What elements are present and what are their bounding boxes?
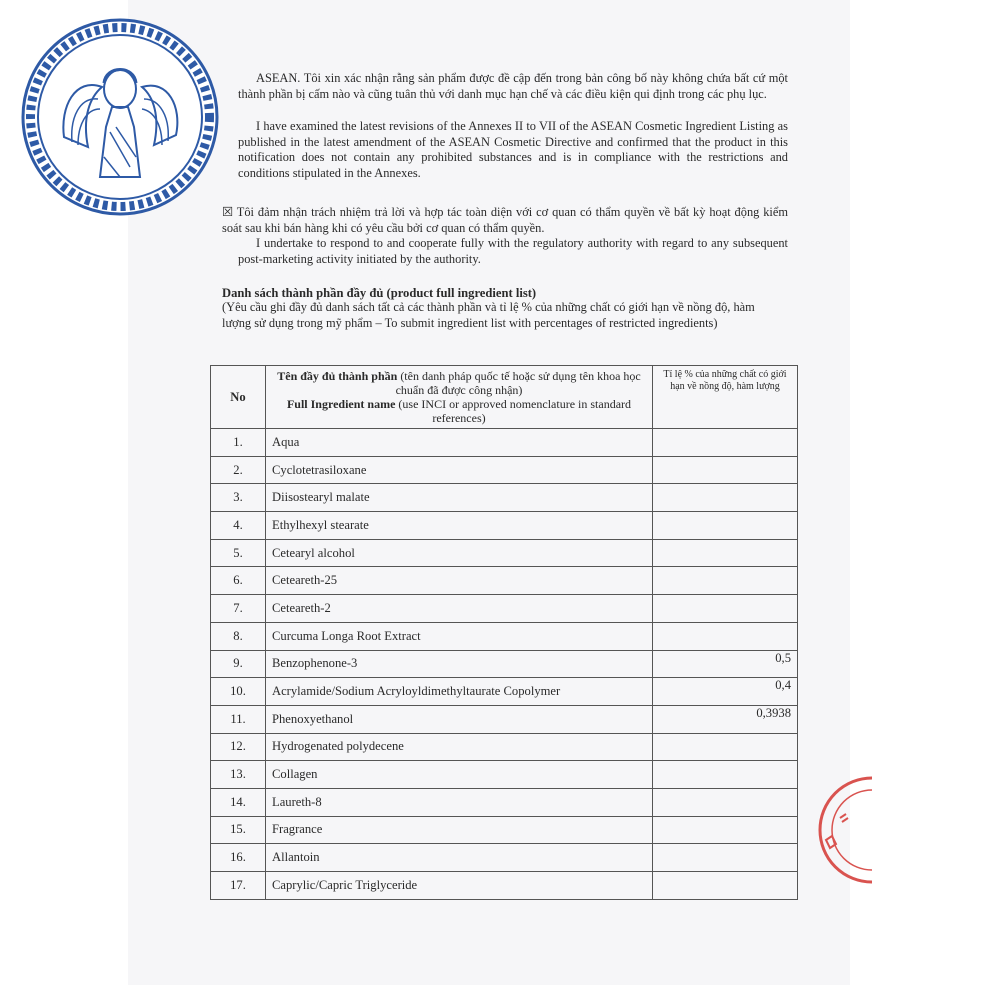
table-row xyxy=(211,872,798,900)
ingredient-name: Collagen xyxy=(266,761,653,789)
table-header-row xyxy=(211,366,798,429)
table-row xyxy=(211,429,798,457)
row-number: 16. xyxy=(211,844,266,872)
official-stamp-icon xyxy=(812,770,872,890)
row-number: 2. xyxy=(211,456,266,484)
row-number: 3. xyxy=(211,484,266,512)
ingredient-name: Benzophenone-3 xyxy=(266,650,653,678)
table-row xyxy=(211,844,798,872)
ingredient-percentage xyxy=(653,872,798,900)
header-ingredient-name xyxy=(266,366,653,429)
ingredient-percentage xyxy=(653,844,798,872)
table-row xyxy=(211,678,798,706)
table-row xyxy=(211,705,798,733)
table-row xyxy=(211,595,798,623)
ingredient-name: Acrylamide/Sodium Acryloyldimethyltaurate Copolymer xyxy=(266,678,653,706)
header-name-en-rest: (use INCI or approved nomenclature in standard references) xyxy=(395,397,632,426)
row-number: 14. xyxy=(211,788,266,816)
ingredient-name: Ethylhexyl stearate xyxy=(266,512,653,540)
ingredient-percentage xyxy=(653,761,798,789)
row-number: 6. xyxy=(211,567,266,595)
table-row xyxy=(211,761,798,789)
row-number: 13. xyxy=(211,761,266,789)
row-number: 17. xyxy=(211,872,266,900)
ingredient-name: Ceteareth-2 xyxy=(266,595,653,623)
ingredient-percentage xyxy=(653,456,798,484)
table-row xyxy=(211,816,798,844)
ingredient-percentage xyxy=(653,733,798,761)
ingredient-name: Hydrogenated polydecene xyxy=(266,733,653,761)
row-number: 4. xyxy=(211,512,266,540)
ingredient-percentage xyxy=(653,567,798,595)
table-row xyxy=(211,622,798,650)
ingredient-table xyxy=(210,365,798,900)
row-number: 7. xyxy=(211,595,266,623)
header-name-vi-bold: Tên đầy đủ thành phần xyxy=(277,368,398,383)
row-number: 12. xyxy=(211,733,266,761)
ingredient-name: Cyclotetrasiloxane xyxy=(266,456,653,484)
table-row xyxy=(211,539,798,567)
ingredient-percentage: 0,5 xyxy=(653,650,798,678)
commitment-vi-paragraph xyxy=(222,205,788,236)
ingredient-percentage xyxy=(653,539,798,567)
ingredient-table-body xyxy=(211,429,798,900)
table-row xyxy=(211,788,798,816)
ingredient-name: Diisostearyl malate xyxy=(266,484,653,512)
table-row xyxy=(211,456,798,484)
ingredient-percentage xyxy=(653,595,798,623)
table-row xyxy=(211,512,798,540)
ingredient-name: Aqua xyxy=(266,429,653,457)
ingredient-percentage xyxy=(653,816,798,844)
row-number: 1. xyxy=(211,429,266,457)
row-number: 8. xyxy=(211,622,266,650)
ingredient-percentage: 0,4 xyxy=(653,678,798,706)
ingredient-list-heading: Danh sách thành phần đầy đủ (product full ingredient list) xyxy=(222,286,537,300)
row-number: 11. xyxy=(211,705,266,733)
ingredient-list-note: (Yêu cầu ghi đầy đủ danh sách tất cả các thành phần và tỉ lệ % của những chất có giới hạn về nồng độ, hàm lượng sử dụng trong mỹ phẩm – To submit ingredient list with percentages of restricted ingredients) xyxy=(222,300,755,330)
ingredient-percentage xyxy=(653,788,798,816)
header-no: No xyxy=(211,366,266,429)
ingredient-name: Phenoxyethanol xyxy=(266,705,653,733)
intro-vi-paragraph: ASEAN. Tôi xin xác nhận rằng sản phẩm được đề cập đến trong bản công bố này không chứa bất cứ một thành phần bị cấm nào và cũng tuân thủ với danh mục hạn chế và các điều kiện qui định trong các phụ lục. xyxy=(238,71,788,101)
header-name-vi-rest: (tên danh pháp quốc tế hoặc sử dụng tên khoa học chuẩn đã được công nhận) xyxy=(395,368,641,397)
table-row xyxy=(211,567,798,595)
header-name-en-bold: Full Ingredient name xyxy=(286,397,396,411)
ingredient-percentage xyxy=(653,622,798,650)
ingredient-name: Curcuma Longa Root Extract xyxy=(266,622,653,650)
ingredient-name: Caprylic/Capric Triglyceride xyxy=(266,872,653,900)
checked-box-icon: ☒ xyxy=(222,205,234,219)
row-number: 9. xyxy=(211,650,266,678)
table-row xyxy=(211,733,798,761)
ingredient-percentage xyxy=(653,429,798,457)
ingredient-name: Allantoin xyxy=(266,844,653,872)
row-number: 15. xyxy=(211,816,266,844)
ingredient-percentage xyxy=(653,512,798,540)
row-number: 5. xyxy=(211,539,266,567)
ingredient-name: Fragrance xyxy=(266,816,653,844)
row-number: 10. xyxy=(211,678,266,706)
table-row xyxy=(211,484,798,512)
ingredient-percentage xyxy=(653,484,798,512)
commitment-vi-text: Tôi đảm nhận trách nhiệm trả lời và hợp tác toàn diện với cơ quan có thẩm quyền về bất kỳ hoạt động kiểm soát sau khi bán hàng khi có yêu cầu bởi cơ quan có thẩm quyền. xyxy=(222,205,789,235)
ingredient-name: Cetearyl alcohol xyxy=(266,539,653,567)
brand-logo-icon xyxy=(20,17,220,217)
ingredient-name: Ceteareth-25 xyxy=(266,567,653,595)
header-percentage: Tỉ lệ % của những chất có giới hạn về nồng độ, hàm lượng xyxy=(653,366,798,429)
table-row xyxy=(211,650,798,678)
ingredient-percentage: 0,3938 xyxy=(653,705,798,733)
ingredient-name: Laureth-8 xyxy=(266,788,653,816)
intro-en-paragraph: I have examined the latest revisions of the Annexes II to VII of the ASEAN Cosmetic Ingredient Listing as published in the latest amendment of the ASEAN Cosmetic Directive and confirmed that the product in this notification does not contain any prohibited substances and is in compliance with the restrictions and conditions stipulated in the Annexes. xyxy=(238,119,788,180)
commitment-en-paragraph: I undertake to respond to and cooperate fully with the regulatory authority with regard to any subsequent post-marketing activity initiated by the authority. xyxy=(238,236,788,266)
